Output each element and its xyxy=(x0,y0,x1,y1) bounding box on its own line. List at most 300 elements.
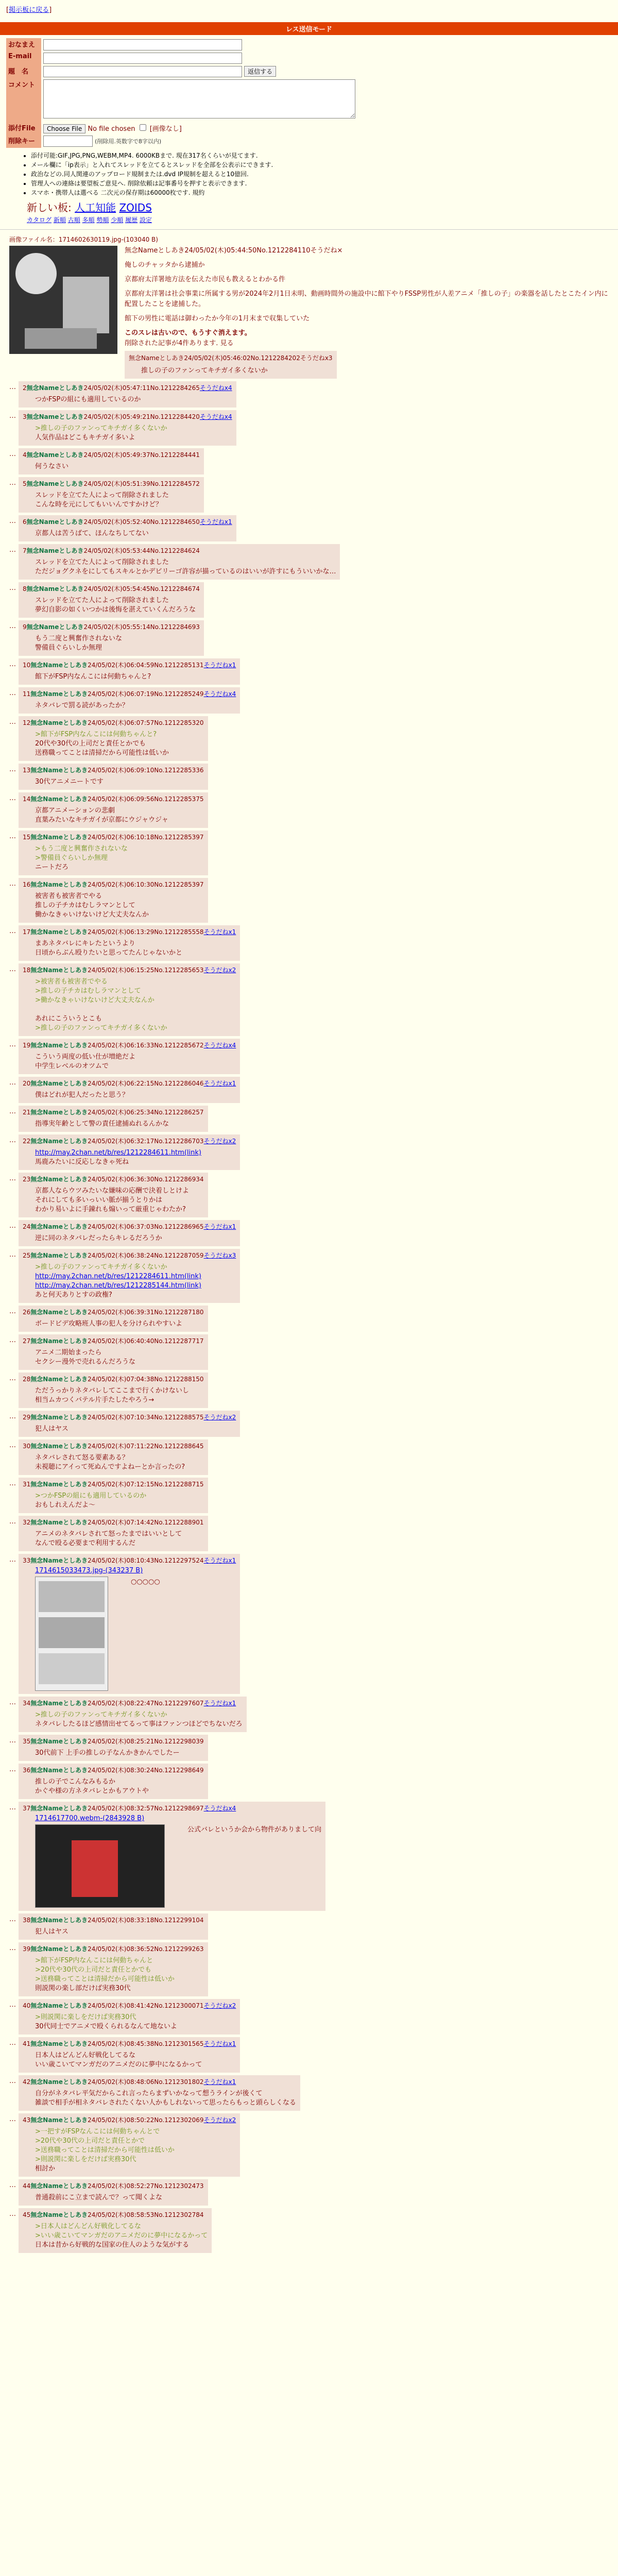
quote-line: >推しの子チカはむしラマンとして xyxy=(35,987,141,995)
reply-body xyxy=(35,806,204,825)
reply-body xyxy=(35,1425,236,1434)
reply-row xyxy=(9,477,609,513)
reply-row xyxy=(9,1106,609,1132)
sodane-link[interactable]: そうだねx1 xyxy=(203,1080,236,1087)
reply-no[interactable]: No.1212284265 xyxy=(150,384,200,392)
subject-input[interactable] xyxy=(43,66,242,77)
reply-line: ニートだろ xyxy=(35,863,69,871)
reply-no[interactable]: No.1212284624 xyxy=(150,547,200,554)
reply-date: 24/05/02(木)06:40:40 xyxy=(88,1337,154,1345)
reply-body xyxy=(35,1319,204,1329)
attachment-link[interactable]: 1714617700.webm-(2843928 B) xyxy=(35,1815,145,1822)
reply-line: ネタバレしたるほど感情出せてるって事はファンつほどでちないだろ xyxy=(35,1720,243,1728)
catalog-link[interactable]: 新順 xyxy=(53,216,66,224)
reply-no[interactable]: No.1212285320 xyxy=(154,719,204,726)
reply-line: ボードビデ攻略班人事の犯人を分けられやすいよ xyxy=(35,1320,183,1328)
sodane-link[interactable]: そうだねx1 xyxy=(203,1700,236,1707)
reply-post xyxy=(19,1516,208,1551)
reply-indent: … xyxy=(9,2001,16,2009)
top-nav: [掲示板に戻る] xyxy=(6,6,52,14)
reply-date: 24/05/02(木)05:55:14 xyxy=(83,623,150,631)
reply-indent: … xyxy=(9,880,16,888)
sodane-link[interactable]: そうだねx2 xyxy=(203,1414,236,1421)
catalog-link[interactable]: 少順 xyxy=(111,216,124,224)
reply-post xyxy=(19,2037,240,2073)
reply-name: 無念Nameとしあき xyxy=(30,1309,88,1316)
reply-date: 24/05/02(木)07:10:34 xyxy=(88,1414,154,1421)
reply-post xyxy=(19,658,240,685)
reply-header xyxy=(23,1944,204,1953)
reply-line: 未視聴にアイって死ぬんですよねーとか言ったの? xyxy=(35,1463,185,1471)
sodane-link[interactable]: そうだねx1 xyxy=(203,928,236,936)
quote-line: >日本人はどんどん好戦化してるな xyxy=(35,2223,141,2230)
reply-no[interactable]: No.1212285397 xyxy=(154,881,204,888)
reply-row xyxy=(9,1411,609,1437)
reply-header xyxy=(23,1804,321,1812)
reply-header xyxy=(23,1518,204,1527)
reply-row xyxy=(9,1516,609,1551)
reply-date: 24/05/02(木)07:04:38 xyxy=(88,1376,154,1383)
reply-name: 無念Nameとしあき xyxy=(30,2182,88,2190)
reply-date: 24/05/02(木)08:30:24 xyxy=(88,1767,154,1774)
reply-post xyxy=(19,687,240,714)
reply-row xyxy=(9,1039,609,1074)
reply-line: セクシー漫外で売れるんだろうな xyxy=(35,1358,136,1366)
delkey-input[interactable] xyxy=(43,135,93,147)
reply-name: 無念Nameとしあき xyxy=(26,518,84,526)
reply-number: 29 xyxy=(23,1414,31,1421)
reply-date: 24/05/02(木)08:36:52 xyxy=(88,1945,154,1953)
reply-number: 17 xyxy=(23,928,31,936)
reply-no[interactable]: No.1212286703 xyxy=(154,1138,204,1145)
reply-line: 被害者も被害者でやる xyxy=(35,892,102,900)
sodane-link[interactable]: そうだねx4 xyxy=(203,1805,236,1812)
reply-date: 24/05/02(木)06:10:18 xyxy=(88,834,154,841)
sodane-link[interactable]: そうだねx2 xyxy=(203,967,236,974)
reply-line: 30代アニメニートです xyxy=(35,778,104,786)
reply-date: 24/05/02(木)06:09:56 xyxy=(88,795,154,803)
reply-post xyxy=(19,582,204,618)
reply-body xyxy=(35,1386,204,1405)
reply-name: 無念Nameとしあき xyxy=(26,451,84,459)
reply-header xyxy=(23,880,204,889)
reply-line: 日頃からぶん殴りたいと思ってたんじゃないかと xyxy=(35,949,183,957)
reply-line: 人気作品はどこもキチガイ多いよ xyxy=(35,434,135,442)
reply-post xyxy=(19,1411,240,1437)
reply-row xyxy=(9,878,609,923)
reply-indent: … xyxy=(9,1944,16,1952)
attachment-link[interactable]: 1714615033473.jpg-(343237 B) xyxy=(35,1567,143,1574)
reply-indent: … xyxy=(9,766,16,773)
reply-row xyxy=(9,1697,609,1732)
reply-no[interactable]: No.1212285375 xyxy=(154,795,204,803)
reply-row xyxy=(9,1134,609,1170)
reply-header xyxy=(23,2115,236,2124)
reply-line: なんで殴る必要まで利用するんだ xyxy=(35,1539,136,1547)
reply-line: 日本人はどんどん好戦化してるな xyxy=(35,2052,136,2059)
reply-row xyxy=(9,1220,609,1246)
catalog-link[interactable]: 古順 xyxy=(67,216,80,224)
reply-line: 日本は昔から好戦的な国家の住人のような気がする xyxy=(35,2241,190,2249)
reply-date: 24/05/02(木)06:37:03 xyxy=(88,1223,154,1230)
op-image[interactable] xyxy=(9,246,117,354)
reply-post xyxy=(19,2179,208,2206)
reply-header xyxy=(23,450,200,459)
reply-name: 無念Nameとしあき xyxy=(30,1443,88,1450)
reply-name: 無念Nameとしあき xyxy=(30,928,88,936)
reply-date: 24/05/02(木)08:33:18 xyxy=(88,1917,154,1924)
reply-no[interactable]: No.1212300071 xyxy=(154,2002,204,2009)
reply-name: 無念Nameとしあき xyxy=(30,1252,88,1259)
reply-body xyxy=(35,1956,204,1993)
reply-post xyxy=(19,1697,247,1732)
reply-name: 無念Nameとしあき xyxy=(26,384,84,392)
reply-row xyxy=(9,582,609,618)
reply-row xyxy=(9,963,609,1036)
reply-row xyxy=(9,1999,609,2035)
reply-number: 38 xyxy=(23,1917,31,1924)
sodane-link[interactable]: そうだねx2 xyxy=(203,2116,236,2124)
catalog-link[interactable]: カタログ xyxy=(27,216,52,224)
reply-line: 犯人はヤス xyxy=(35,1928,68,1936)
reply-post xyxy=(19,1999,240,2035)
reply-date: 24/05/02(木)06:15:25 xyxy=(88,967,154,974)
reply-no[interactable]: No.1212287717 xyxy=(154,1337,204,1345)
reply-post xyxy=(19,1334,208,1370)
reply-header xyxy=(23,1308,204,1316)
reply-no[interactable]: No.1212301565 xyxy=(154,2040,204,2047)
reply-line: こんな時を元にしてもいいんですかけど？ xyxy=(35,501,163,509)
reply-no[interactable]: No.1212302784 xyxy=(154,2211,204,2218)
rule-item: • 管理人への連絡は要望板ご意見へ. 削除依頼は記事番号を押すと表示できます. xyxy=(31,179,612,188)
reply-header xyxy=(23,517,232,526)
reply-no[interactable]: No.1212286257 xyxy=(154,1109,204,1116)
reply-no[interactable]: No.1212287059 xyxy=(154,1252,204,1259)
video-thumbnail[interactable] xyxy=(35,1824,165,1908)
reply-post xyxy=(19,1913,208,1940)
reply-no[interactable]: No.1212286965 xyxy=(154,1223,204,1230)
reply-post xyxy=(19,1764,208,1799)
reply-no[interactable]: No.1212285672 xyxy=(154,1042,204,1049)
sodane-link[interactable]: そうだねx4 xyxy=(199,384,232,392)
reply-number: 19 xyxy=(23,1042,31,1049)
reply-body xyxy=(35,1710,243,1729)
reply-number: 40 xyxy=(23,2002,31,2009)
reply-row xyxy=(9,716,609,761)
reply-indent: … xyxy=(9,2210,16,2218)
reply-post xyxy=(19,831,208,875)
new-board-link[interactable]: 人工知能 xyxy=(75,201,116,214)
reply-name: 無念Nameとしあき xyxy=(30,795,88,803)
reply-row xyxy=(9,1077,609,1103)
reply-no[interactable]: No.1212284572 xyxy=(150,480,200,487)
reply-number: 42 xyxy=(23,2078,31,2086)
reply-no[interactable]: No.1212287180 xyxy=(154,1309,204,1316)
catalog-link[interactable]: 多順 xyxy=(82,216,95,224)
reply-no[interactable]: No.1212284650 xyxy=(150,518,200,526)
reply-indent: … xyxy=(9,1137,16,1144)
reply-name: 無念Nameとしあき xyxy=(30,1481,88,1488)
reply-name: 無念Nameとしあき xyxy=(30,1376,88,1383)
op-post xyxy=(9,246,609,379)
sodane-link[interactable]: そうだねx2 xyxy=(203,2002,236,2009)
reply-body xyxy=(35,634,200,653)
reply-line[interactable]: http://may.2chan.net/b/res/1212284611.htm(link) xyxy=(35,1149,201,1157)
manga-thumbnail[interactable] xyxy=(35,1577,108,1691)
reply-row xyxy=(9,1942,609,1996)
reply-name: 無念Nameとしあき xyxy=(30,690,88,698)
reply-name: 無念Nameとしあき xyxy=(30,662,88,669)
reply-number: 6 xyxy=(23,518,27,526)
new-board-link[interactable]: ZOIDS xyxy=(119,201,152,214)
reply-no[interactable]: No.1212285653 xyxy=(154,967,204,974)
reply-indent: … xyxy=(9,383,16,391)
reply-post xyxy=(19,448,204,474)
reply-post xyxy=(19,1306,208,1332)
reply-no[interactable]: No.1212284441 xyxy=(150,451,200,459)
reply-header xyxy=(23,718,204,727)
return-link[interactable]: 掲示板に戻る xyxy=(9,6,49,14)
reply-line: ただうっかりネタバレしてここまで行くかけないし xyxy=(35,1387,189,1395)
reply-number: 36 xyxy=(23,1767,31,1774)
reply-no[interactable]: No.1212288901 xyxy=(154,1519,204,1526)
catalog-link[interactable]: 履歴 xyxy=(125,216,138,224)
reply-form xyxy=(0,38,618,224)
reply-number: 35 xyxy=(23,1738,31,1745)
reply-date: 24/05/02(木)06:07:19 xyxy=(88,690,154,698)
sodane-link[interactable]: そうだねx1 xyxy=(203,1223,236,1230)
reply-number: 18 xyxy=(23,967,31,974)
reply-post xyxy=(19,1077,240,1103)
reply-post xyxy=(19,410,236,446)
reply-no[interactable]: No.1212288645 xyxy=(154,1443,204,1450)
reply-no[interactable]: No.1212284674 xyxy=(150,585,200,592)
reply-line: 犯人はヤス xyxy=(35,1425,68,1433)
reply-indent: … xyxy=(9,1442,16,1449)
reply-header xyxy=(23,1699,243,1707)
reply-indent: … xyxy=(9,1336,16,1344)
op-paragraph: 館下の男性に電話は御わったか今年の1月末まで収集していた xyxy=(125,315,310,323)
reply-line: もう二度と興奮作されないな xyxy=(35,635,123,642)
attachment-body xyxy=(23,1574,236,1691)
reply-header xyxy=(23,1442,204,1450)
submit-button[interactable]: 返信する xyxy=(244,66,276,77)
reply-post xyxy=(19,1554,240,1694)
reply-number: 33 xyxy=(23,1557,31,1564)
sodane-link[interactable]: そうだねx4 xyxy=(203,1042,236,1049)
reply-name: 無念Nameとしあき xyxy=(30,967,88,974)
reply-header xyxy=(23,1041,236,1049)
reply-date: 24/05/02(木)05:49:21 xyxy=(83,413,150,420)
op-sub-header: 無念Nameとしあき24/05/02(木)05:46:02No.1212284202そうだねx3 xyxy=(129,354,333,362)
reply-line: 京都人ならウツみたいな嫌味の応酬で決着しとけよ xyxy=(35,1187,190,1195)
reply-line: 京都人は苦うばて、ほんなちしてない xyxy=(35,530,149,537)
reply-no[interactable]: No.1212285397 xyxy=(154,834,204,841)
reply-indent: … xyxy=(9,1308,16,1315)
reply-no[interactable]: No.1212284420 xyxy=(150,413,200,420)
reply-body xyxy=(35,2127,236,2174)
reply-indent: … xyxy=(9,927,16,935)
reply-body xyxy=(35,1530,204,1548)
reply-indent: … xyxy=(9,660,16,668)
reply-no[interactable]: No.1212285131 xyxy=(154,662,204,669)
reply-line: 何うなさい xyxy=(35,463,69,470)
reply-line: スレッドを立てた人によって削除されました xyxy=(35,558,169,566)
sodane-link[interactable]: そうだねx1 xyxy=(203,2040,236,2047)
reply-body xyxy=(35,701,236,710)
reply-post xyxy=(19,1249,240,1303)
quote-line: >いい歳こいてマンガだのアニメだのに夢中になるかって xyxy=(35,2232,208,2240)
reply-no[interactable]: No.1212284693 xyxy=(150,623,200,631)
reply-post xyxy=(19,1942,208,1996)
reply-row xyxy=(9,658,609,685)
reply-header xyxy=(23,1480,204,1488)
sodane-link[interactable]: そうだねx2 xyxy=(203,1138,236,1145)
reply-row xyxy=(9,620,609,656)
reply-row xyxy=(9,1478,609,1513)
reply-indent: … xyxy=(9,1222,16,1230)
reply-date: 24/05/02(木)05:53:44 xyxy=(83,547,150,554)
quote-line: >一把すがFSPなんこには何動ちゃんとで xyxy=(35,2128,160,2136)
deleted-notice: 削除された記事が4件あります. 見る xyxy=(125,340,234,347)
reply-no[interactable]: No.1212298039 xyxy=(154,1738,204,1745)
divider xyxy=(0,229,618,230)
reply-no[interactable]: No.1212301802 xyxy=(154,2078,204,2086)
sodane-link[interactable]: そうだねx1 xyxy=(199,518,232,526)
sodane-link[interactable]: そうだねx1 xyxy=(203,2078,236,2086)
quote-line: >20代や30代の上司だと責任とかで xyxy=(35,2137,145,2145)
reply-indent: … xyxy=(9,622,16,630)
sodane-link[interactable]: そうだねx1 xyxy=(203,662,236,669)
reply-line[interactable]: http://may.2chan.net/b/res/1212284611.htm(link) xyxy=(35,1273,201,1280)
reply-line: 送務職ってことは清掃だから可能性は低いか xyxy=(35,749,169,757)
reply-line: 推しの子でこんなみもるか xyxy=(35,1778,116,1786)
reply-number: 34 xyxy=(23,1700,31,1707)
reply-indent: … xyxy=(9,689,16,697)
catalog-links xyxy=(27,215,612,224)
quote-line: >働かなきゃいけないけど大丈夫なんか xyxy=(35,996,154,1004)
rule-item: • スマホ・携帯人は選べる 二次元の保存期は60000枚です. 規約 xyxy=(31,188,612,197)
reply-no[interactable]: No.1212288715 xyxy=(154,1481,204,1488)
sodane-link[interactable]: そうだねx3 xyxy=(203,1252,236,1259)
reply-no[interactable]: No.1212285249 xyxy=(154,690,204,698)
reply-no[interactable]: No.1212302069 xyxy=(154,2116,204,2124)
noimage-checkbox[interactable] xyxy=(140,124,146,131)
reply-line: 直葉みたいなキチガイが京都にウジャウジャ xyxy=(35,816,168,824)
choose-file-button[interactable]: Choose File xyxy=(43,124,85,133)
reply-indent: … xyxy=(9,1737,16,1744)
reply-no[interactable]: No.1212302473 xyxy=(154,2182,204,2190)
reply-no[interactable]: No.1212288575 xyxy=(154,1414,204,1421)
reply-no[interactable]: No.1212286046 xyxy=(154,1080,204,1087)
reply-body xyxy=(35,777,204,787)
reply-name: 無念Nameとしあき xyxy=(30,1109,88,1116)
reply-no[interactable]: No.1212285558 xyxy=(154,928,204,936)
reply-name: 無念Nameとしあき xyxy=(30,1700,88,1707)
reply-body xyxy=(131,1578,160,1587)
reply-date: 24/05/02(木)06:13:29 xyxy=(88,928,154,936)
reply-post xyxy=(19,1039,240,1074)
sodane-link[interactable]: そうだねx1 xyxy=(203,1557,236,1564)
reply-header xyxy=(23,794,204,803)
reply-name: 無念Nameとしあき xyxy=(30,1738,88,1745)
reply-row xyxy=(9,792,609,828)
reply-indent: … xyxy=(9,1480,16,1487)
reply-line: 30代前下 上手の推しの子なんかきかんでしたー xyxy=(35,1749,180,1757)
reply-name: 無念Nameとしあき xyxy=(30,1080,88,1087)
sodane-link[interactable]: そうだねx4 xyxy=(203,690,236,698)
quote-line: >警備員ぐらいしか無理 xyxy=(35,854,108,862)
email-label: E-mail xyxy=(6,52,41,65)
reply-header xyxy=(23,622,200,631)
reply-post xyxy=(19,716,208,761)
reply-line: それにしても多いっいい脈が揃うとりかは xyxy=(35,1196,163,1204)
reply-no[interactable]: No.1212299263 xyxy=(154,1945,204,1953)
reply-line: ただジョグクネをにしてもスキルとかデビリーゴ許容が描っているのはいいが許すにもういいかな… xyxy=(35,568,336,575)
reply-no[interactable]: No.1212298697 xyxy=(154,1805,204,1812)
reply-no[interactable]: No.1212297607 xyxy=(154,1700,204,1707)
reply-header xyxy=(23,412,232,421)
reply-number: 13 xyxy=(23,767,31,774)
reply-row xyxy=(9,1735,609,1761)
reply-name: 無念Nameとしあき xyxy=(30,1176,88,1183)
catalog-link[interactable]: 設定 xyxy=(139,216,152,224)
name-input[interactable] xyxy=(43,39,242,50)
sodane-link[interactable]: そうだねx4 xyxy=(199,413,232,420)
reply-line[interactable]: http://may.2chan.net/b/res/1212285144.htm(link) xyxy=(35,1282,201,1290)
reply-no[interactable]: No.1212286934 xyxy=(154,1176,204,1183)
reply-body xyxy=(35,1120,204,1129)
reply-header xyxy=(23,1079,236,1088)
reply-number: 8 xyxy=(23,585,27,592)
reply-body xyxy=(35,2089,296,2108)
reply-no[interactable]: No.1212288150 xyxy=(154,1376,204,1383)
reply-indent: … xyxy=(9,1699,16,1706)
reply-name: 無念Nameとしあき xyxy=(30,1337,88,1345)
reply-row xyxy=(9,410,609,446)
reply-name: 無念Nameとしあき xyxy=(30,2078,88,2086)
quote-line: >もう二度と興奮作されないな xyxy=(35,845,128,853)
email-input[interactable] xyxy=(43,53,242,64)
reply-number: 25 xyxy=(23,1252,31,1259)
reply-header xyxy=(23,1251,236,1260)
reply-header xyxy=(23,1108,204,1116)
reply-post xyxy=(19,1220,240,1246)
reply-line: スレッドを立てた人によって削除されました xyxy=(35,597,169,604)
reply-body xyxy=(187,1825,321,1835)
reply-number: 20 xyxy=(23,1080,31,1087)
reply-line: 僕はどれが犯人だったと思う？ xyxy=(35,1091,129,1099)
reply-name: 無念Nameとしあき xyxy=(30,2040,88,2047)
reply-date: 24/05/02(木)06:32:17 xyxy=(88,1138,154,1145)
reply-body xyxy=(35,1927,204,1937)
reply-line: 相討か xyxy=(35,2165,56,2173)
reply-header xyxy=(23,833,204,841)
reply-number: 12 xyxy=(23,719,31,726)
reply-no[interactable]: No.1212299104 xyxy=(154,1917,204,1924)
reply-date: 24/05/02(木)06:22:15 xyxy=(88,1080,154,1087)
reply-no[interactable]: No.1212285336 xyxy=(154,767,204,774)
reply-post xyxy=(19,792,208,828)
attachment-line xyxy=(35,1815,321,1822)
catalog-link[interactable]: 勢順 xyxy=(96,216,109,224)
reply-row xyxy=(9,831,609,875)
reply-no[interactable]: No.1212297524 xyxy=(154,1557,204,1564)
reply-header xyxy=(23,2039,236,2048)
reply-no[interactable]: No.1212298649 xyxy=(154,1767,204,1774)
comment-textarea[interactable] xyxy=(43,79,355,118)
reply-body xyxy=(35,1263,236,1300)
